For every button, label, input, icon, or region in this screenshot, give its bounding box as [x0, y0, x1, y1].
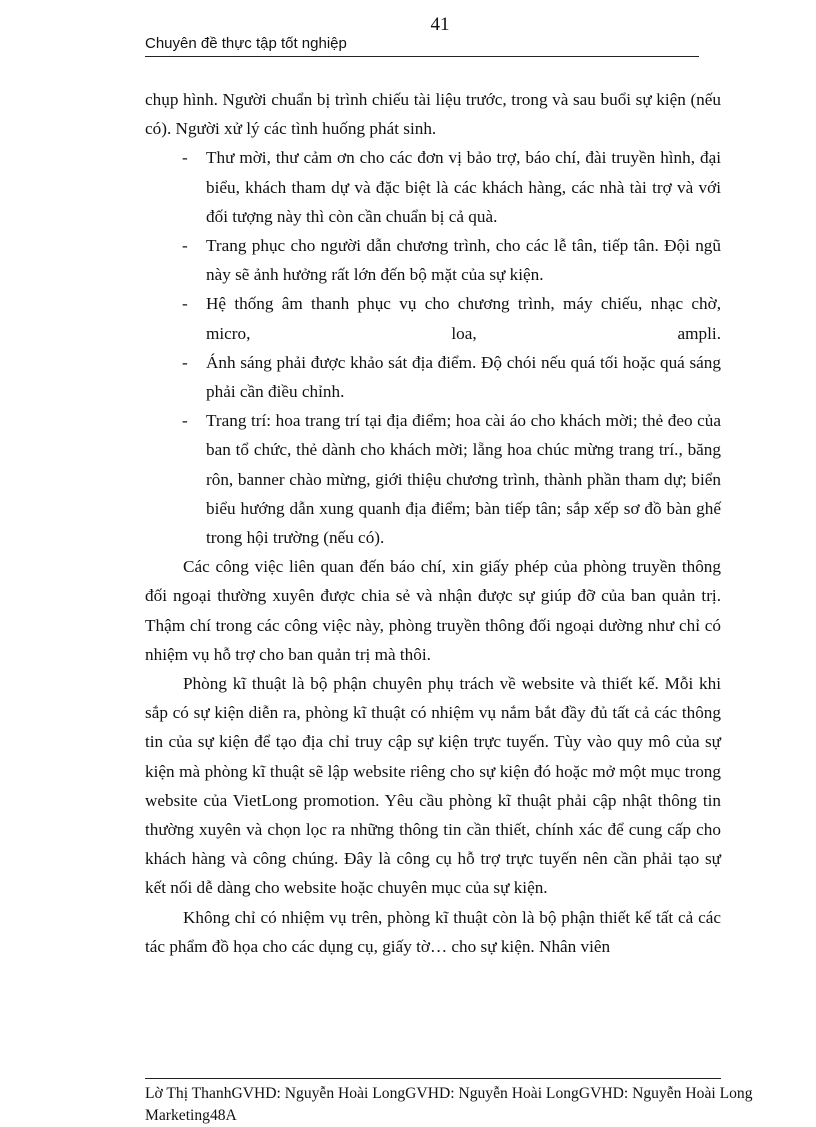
header-rule	[145, 56, 699, 57]
footer-author-line: Lờ Thị ThanhGVHD: Nguyễn Hoài LongGVHD: Nguyễn Hoài LongGVHD: Nguyễn Hoài Long	[145, 1085, 753, 1102]
running-header-title: Chuyên đề thực tập tốt nghiệp	[145, 35, 347, 52]
body-paragraph: Phòng kĩ thuật là bộ phận chuyên phụ trách về website và thiết kế. Mỗi khi sắp có sự kiện diễn ra, phòng kĩ thuật có nhiệm vụ nắm bắt đầy đủ tất cả các thông tin của sự kiện để tạo địa chỉ truy cập sự kiện trực tuyến. Tùy vào quy mô của sự kiện mà phòng kĩ thuật sẽ lập website riêng cho sự kiện đó hoặc mở một mục trong website của VietLong promotion. Yêu cầu phòng kĩ thuật phải cập nhật thông tin thường xuyên và chọn lọc ra những thông tin cần thiết, chính xác để cung cấp cho khách hàng và công chúng. Đây là công cụ hỗ trợ trực tuyến nên cần phải tạo sự kết nối dễ dàng cho website hoặc chuyên mục của sự kiện.	[145, 674, 721, 898]
list-item	[145, 143, 721, 231]
body-paragraph: Không chỉ có nhiệm vụ trên, phòng kĩ thuật còn là bộ phận thiết kế tất cả các tác phẩm đồ họa cho các dụng cụ, giấy tờ… cho sự kiện. Nhân viên	[145, 907, 721, 956]
list-item-text: Trang trí: hoa trang trí tại địa điểm; hoa cài áo cho khách mời; thẻ đeo của ban tổ chức, thẻ dành cho khách mời; lẵng hoa chúc mừng trang trí., băng rôn, banner chào mừng, giới thiệu chương trình, thành phần tham dự; biển biểu hướng dẫn xung quanh địa điểm; bàn tiếp tân; sắp xếp sơ đồ bàn ghế trong hội trường (nếu có).	[206, 411, 721, 548]
list-item	[145, 406, 721, 552]
list-item-text: Thư mời, thư cảm ơn cho các đơn vị bảo trợ, báo chí, đài truyền hình, đại biểu, khách tham dự và đặc biệt là các khách hàng, các nhà tài trợ và với đối tượng này thì còn cần chuẩn bị cả quà.	[206, 148, 721, 226]
intro-paragraph: chụp hình. Người chuẩn bị trình chiếu tài liệu trước, trong và sau buổi sự kiện (nếu có). Người xử lý các tình huống phát sinh.	[145, 90, 721, 139]
bullet-dash: -	[182, 352, 188, 372]
body-paragraph: Các công việc liên quan đến báo chí, xin giấy phép của phòng truyền thông đối ngoại thường xuyên được chia sẻ và nhận được sự giúp đỡ của ban quản trị. Thậm chí trong các công việc này, phòng truyền thông đối ngoại dường như chỉ có nhiệm vụ hỗ trợ cho ban quản trị mà thôi.	[145, 557, 721, 664]
list-item	[145, 348, 721, 406]
footer-rule	[145, 1078, 721, 1079]
page-number: 41	[430, 14, 450, 35]
footer	[145, 1083, 805, 1127]
bullet-dash: -	[182, 411, 188, 431]
bullet-dash: -	[182, 236, 188, 256]
list-item	[145, 231, 721, 289]
bullet-dash: -	[182, 148, 188, 168]
bullet-dash: -	[182, 294, 188, 314]
list-item-text: Ánh sáng phải được khảo sát địa điểm. Độ chói nếu quá tối hoặc quá sáng phải cần điều chỉnh.	[206, 352, 721, 402]
list-item-text: Hệ thống âm thanh phục vụ cho chương trình, máy chiếu, nhạc chờ, micro, loa, ampli.	[206, 294, 721, 343]
body-text	[145, 85, 721, 961]
list-item	[145, 289, 721, 347]
bullet-list	[145, 143, 721, 552]
footer-class-line: Marketing48A	[145, 1107, 237, 1124]
list-item-text: Trang phục cho người dẫn chương trình, cho các lễ tân, tiếp tân. Đội ngũ này sẽ ảnh hưởng rất lớn đến bộ mặt của sự kiện.	[206, 236, 721, 285]
